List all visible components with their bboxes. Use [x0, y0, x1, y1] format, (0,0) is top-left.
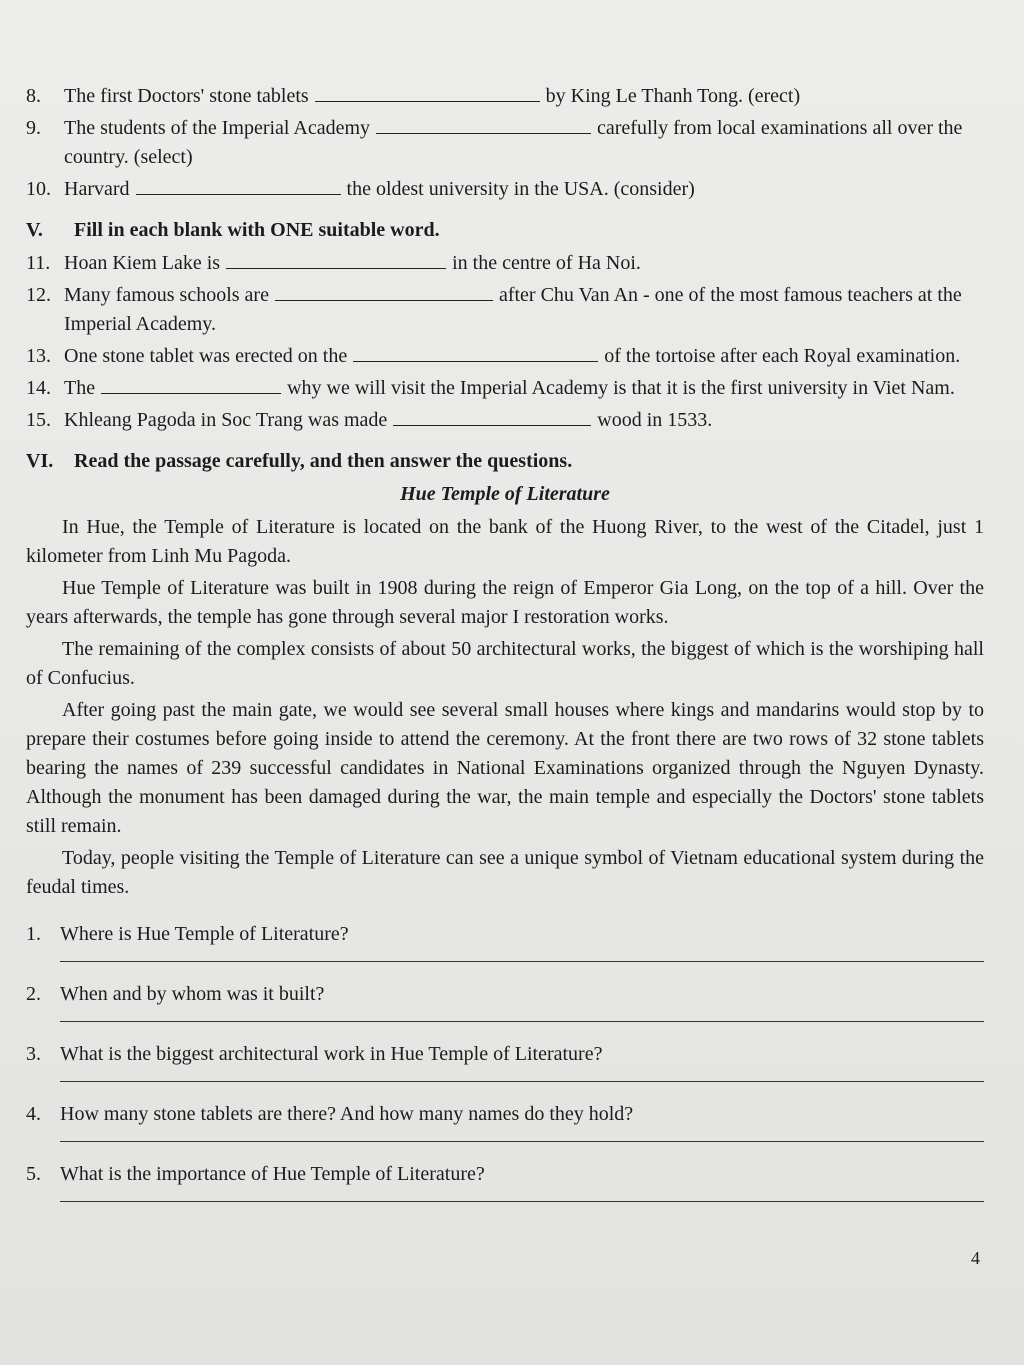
item-text-before: The students of the Imperial Academy	[64, 117, 371, 139]
item-number: 8.	[26, 85, 41, 107]
item-text-after: wood in 1533.	[597, 409, 713, 431]
question-number: 3.	[26, 1043, 41, 1065]
item-text-before: The	[64, 377, 96, 399]
answer-blank[interactable]	[353, 343, 598, 362]
answer-blank[interactable]	[226, 250, 446, 269]
question-text: What is the importance of Hue Temple of Literature?	[60, 1163, 485, 1185]
question-number: 1.	[26, 923, 41, 945]
exercise-item-11	[26, 249, 984, 278]
question-list	[26, 920, 984, 1202]
section-v-heading	[26, 216, 984, 245]
answer-line[interactable]	[60, 1201, 984, 1202]
answer-line[interactable]	[60, 961, 984, 962]
answer-line[interactable]	[60, 1081, 984, 1082]
answer-blank[interactable]	[275, 282, 493, 301]
item-text-after: in the centre of Ha Noi.	[452, 252, 641, 274]
question-4	[26, 1100, 984, 1142]
item-text-before: Hoan Kiem Lake is	[64, 252, 221, 274]
answer-line[interactable]	[60, 1141, 984, 1142]
answer-line[interactable]	[60, 1021, 984, 1022]
question-1	[26, 920, 984, 962]
section-v-roman: V.	[26, 219, 43, 241]
passage-paragraph-5: Today, people visiting the Temple of Literature can see a unique symbol of Vietnam educational system during the feudal times.	[26, 847, 984, 898]
item-text-before: One stone tablet was erected on the	[64, 345, 348, 367]
item-number: 11.	[26, 252, 51, 274]
passage-paragraph-1: In Hue, the Temple of Literature is located on the bank of the Huong River, to the west of the Citadel, just 1 kilometer from Linh Mu Pagoda.	[26, 516, 984, 567]
question-text: What is the biggest architectural work in Hue Temple of Literature?	[60, 1043, 603, 1065]
question-5	[26, 1160, 984, 1202]
section-vi-title: Read the passage carefully, and then answer the questions.	[74, 450, 573, 472]
item-number: 10.	[26, 178, 51, 200]
question-2	[26, 980, 984, 1022]
question-number: 4.	[26, 1103, 41, 1125]
item-text-after: carefully from local examinations all over the country. (select)	[64, 117, 963, 168]
passage-paragraph-3: The remaining of the complex consists of about 50 architectural works, the biggest of which is the worshiping hall of Confucius.	[26, 638, 984, 689]
item-number: 14.	[26, 377, 51, 399]
answer-blank[interactable]	[315, 83, 540, 102]
answer-blank[interactable]	[376, 115, 591, 134]
exercise-item-10	[26, 175, 984, 204]
item-text-after: by King Le Thanh Tong. (erect)	[545, 85, 801, 107]
answer-blank[interactable]	[393, 407, 591, 426]
item-text-after: of the tortoise after each Royal examination.	[604, 345, 961, 367]
question-text: How many stone tablets are there? And how many names do they hold?	[60, 1103, 634, 1125]
exercise-item-12	[26, 281, 984, 339]
question-3	[26, 1040, 984, 1082]
exercise-item-9	[26, 114, 984, 172]
item-number: 9.	[26, 117, 41, 139]
exercise-item-8	[26, 82, 984, 111]
page-number: 4	[971, 1248, 980, 1268]
item-text-before: Many famous schools are	[64, 284, 269, 306]
answer-blank[interactable]	[136, 176, 341, 195]
passage-paragraph-2: Hue Temple of Literature was built in 1908 during the reign of Emperor Gia Long, on the top of a hill. Over the years afterwards, the temple has gone through several major I restoration works.	[26, 577, 984, 628]
section-v-title: Fill in each blank with ONE suitable word.	[74, 219, 440, 241]
answer-blank[interactable]	[101, 375, 281, 394]
item-number: 12.	[26, 284, 51, 306]
question-text: When and by whom was it built?	[60, 983, 325, 1005]
passage-paragraph-4: After going past the main gate, we would see several small houses where kings and mandarins would stop by to prepare their costumes before going inside to attend the ceremony. At the front there are two rows of 32 stone tablets bearing the names of 239 successful candidates in National Examinations organized through the Nguyen Dynasty. Although the monument has been damaged during the war, the main temple and especially the Doctors' stone tablets still remain.	[26, 699, 984, 837]
question-number: 5.	[26, 1163, 41, 1185]
section-vi-heading	[26, 447, 984, 476]
exercise-item-14	[26, 374, 984, 403]
item-number: 13.	[26, 345, 51, 367]
passage-title: Hue Temple of Literature	[400, 483, 610, 505]
exercise-item-13	[26, 342, 984, 371]
item-text-after: the oldest university in the USA. (consider)	[346, 178, 695, 200]
question-text: Where is Hue Temple of Literature?	[60, 923, 349, 945]
item-text-after: after Chu Van An - one of the most famous teachers at the Imperial Academy.	[64, 284, 962, 335]
section-vi-roman: VI.	[26, 450, 54, 472]
item-text-before: Harvard	[64, 178, 130, 200]
question-number: 2.	[26, 983, 41, 1005]
item-text-before: The first Doctors' stone tablets	[64, 85, 309, 107]
item-text-before: Khleang Pagoda in Soc Trang was made	[64, 409, 388, 431]
exercise-item-15	[26, 406, 984, 435]
item-number: 15.	[26, 409, 51, 431]
item-text-after: why we will visit the Imperial Academy is that it is the first university in Viet Nam.	[287, 377, 955, 399]
